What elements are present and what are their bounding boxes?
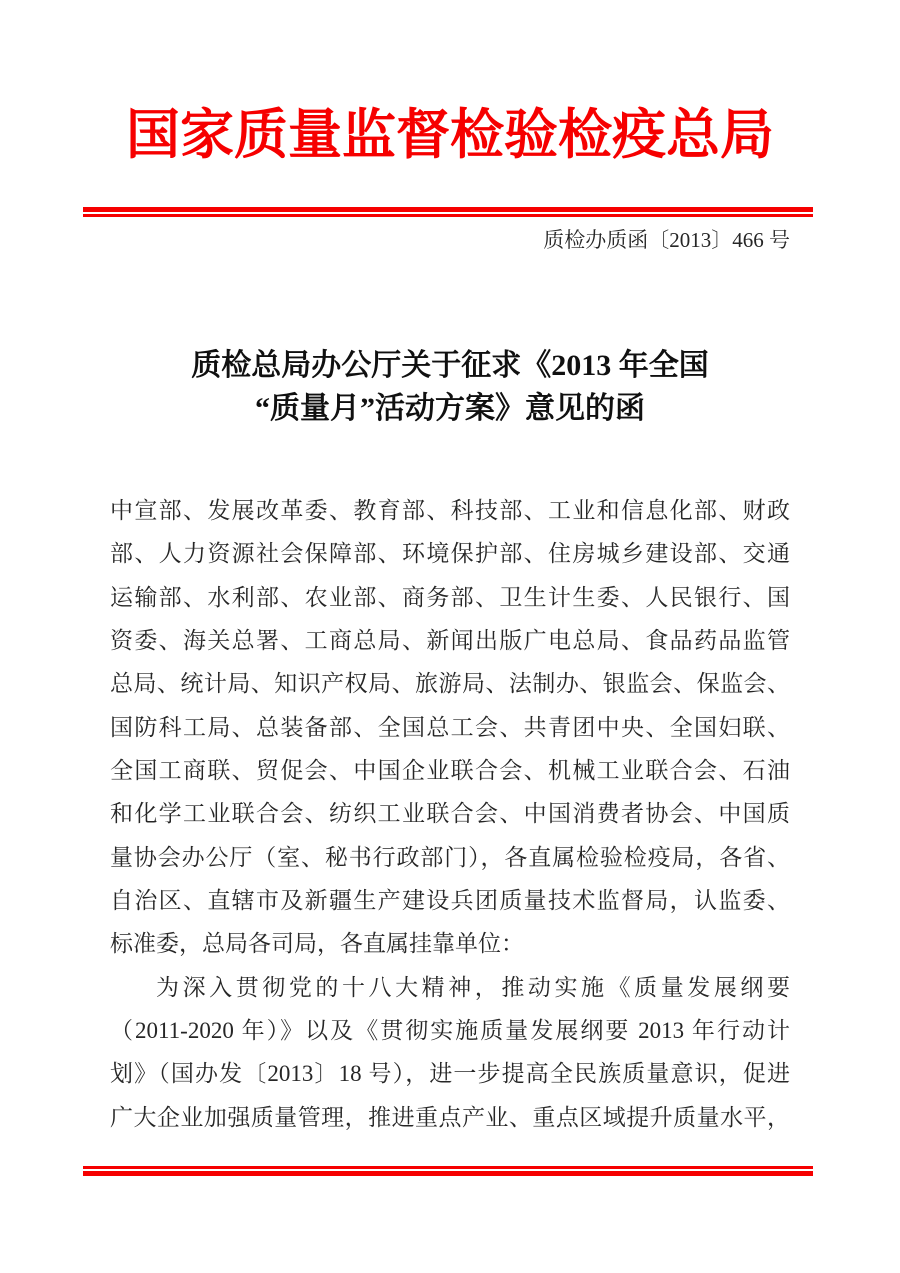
body-line: 中宣部、发展改革委、教育部、科技部、工业和信息化部、财政 — [110, 498, 790, 523]
red-footer-rule-bottom — [83, 1166, 813, 1176]
body-line: 量协会办公厅（室、秘书行政部门），各直属检验检疫局，各省、 — [110, 844, 790, 870]
document-number: 质检办质函〔2013〕466 号 — [543, 228, 790, 252]
body-line: 广大企业加强质量管理，推进重点产业、重点区域提升质量水平， — [110, 1104, 790, 1130]
body-line: 标准委，总局各司局，各直属挂靠单位： — [110, 931, 524, 957]
red-header-rule-top — [83, 207, 813, 217]
body-line: （2011-2020 年）》以及《贯彻实施质量发展纲要 2013 年行动计 — [110, 1018, 790, 1044]
body-line: 总局、统计局、知识产权局、旅游局、法制办、银监会、保监会、 — [110, 671, 790, 697]
body-line: 部、人力资源社会保障部、环境保护部、住房城乡建设部、交通 — [110, 541, 790, 567]
document-body — [110, 489, 790, 1139]
body-line: 资委、海关总署、工商总局、新闻出版广电总局、食品药品监管 — [110, 628, 790, 654]
body-line: 国防科工局、总装备部、全国总工会、共青团中央、全国妇联、 — [110, 714, 790, 740]
body-line: 自治区、直辖市及新疆生产建设兵团质量技术监督局，认监委、 — [110, 888, 790, 914]
document-title — [60, 344, 840, 430]
body-line: 运输部、水利部、农业部、商务部、卫生计生委、人民银行、国 — [110, 584, 790, 610]
body-line: 全国工商联、贸促会、中国企业联合会、机械工业联合会、石油 — [110, 758, 790, 784]
document-title-line-1: 质检总局办公厅关于征求《2013 年全国 — [191, 349, 709, 382]
agency-title: 国家质量监督检验检疫总局 — [126, 105, 774, 165]
document-title-line-2: “质量月”活动方案》意见的函 — [255, 392, 645, 425]
body-line: 和化学工业联合会、纺织工业联合会、中国消费者协会、中国质 — [110, 801, 790, 827]
body-line: 为深入贯彻党的十八大精神，推动实施《质量发展纲要 — [156, 974, 790, 1000]
body-line: 划》（国办发〔2013〕18 号），进一步提高全民族质量意识，促进 — [110, 1061, 790, 1087]
